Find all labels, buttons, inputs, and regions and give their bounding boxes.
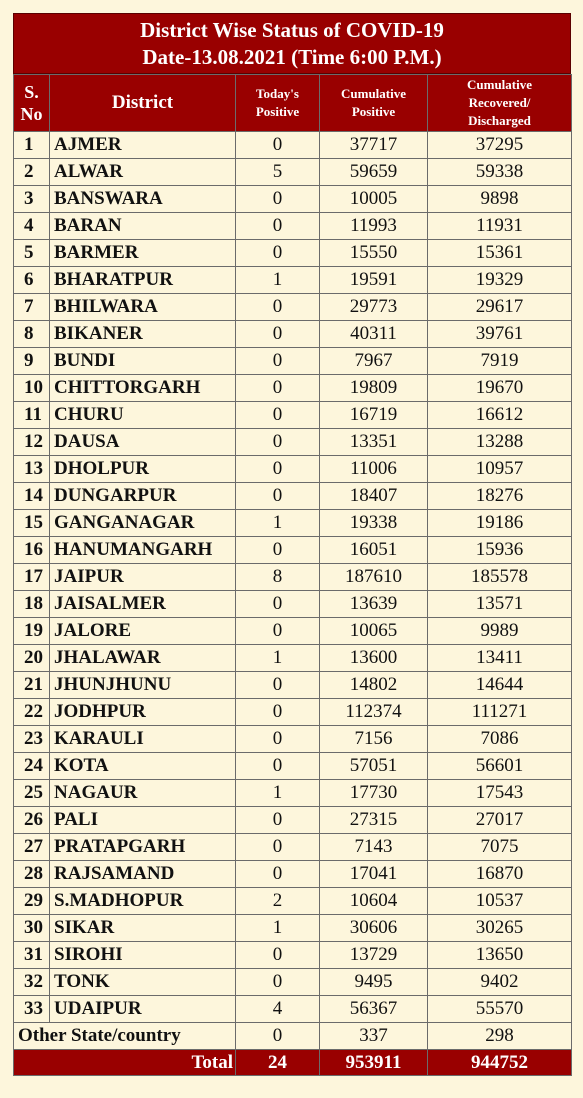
cumulative-recovered: 9402	[428, 969, 572, 996]
cumulative-positive: 11993	[320, 213, 428, 240]
table-row	[14, 483, 572, 510]
table-row	[14, 537, 572, 564]
serial-number: 27	[14, 834, 50, 861]
table-row	[14, 456, 572, 483]
table-row	[14, 753, 572, 780]
table-row	[14, 915, 572, 942]
district-name: KARAULI	[50, 726, 236, 753]
cumulative-recovered: 9989	[428, 618, 572, 645]
other-state-label: Other State/country	[14, 1023, 236, 1050]
district-name: JODHPUR	[50, 699, 236, 726]
district-name: SIROHI	[50, 942, 236, 969]
district-name: BARMER	[50, 240, 236, 267]
district-name: BHILWARA	[50, 294, 236, 321]
todays-positive: 0	[236, 942, 320, 969]
district-name: JHUNJHUNU	[50, 672, 236, 699]
district-name: S.MADHOPUR	[50, 888, 236, 915]
cumulative-recovered: 10957	[428, 456, 572, 483]
district-name: JAISALMER	[50, 591, 236, 618]
table-row	[14, 321, 572, 348]
cumulative-positive: 59659	[320, 159, 428, 186]
cumulative-positive: 56367	[320, 996, 428, 1023]
table-row	[14, 645, 572, 672]
table-row	[14, 969, 572, 996]
table-row	[14, 888, 572, 915]
header-district: District	[50, 75, 236, 132]
district-name: SIKAR	[50, 915, 236, 942]
todays-positive: 0	[236, 726, 320, 753]
serial-number: 7	[14, 294, 50, 321]
todays-positive: 0	[236, 861, 320, 888]
table-row	[14, 510, 572, 537]
district-name: BIKANER	[50, 321, 236, 348]
district-status-table	[13, 74, 572, 1076]
serial-number: 6	[14, 267, 50, 294]
cumulative-positive: 11006	[320, 456, 428, 483]
cumulative-positive: 7156	[320, 726, 428, 753]
district-rows	[14, 132, 572, 1023]
total-cumulative-positive: 953911	[320, 1050, 428, 1076]
district-name: CHURU	[50, 402, 236, 429]
cumulative-recovered: 39761	[428, 321, 572, 348]
serial-number: 21	[14, 672, 50, 699]
cumulative-recovered: 19670	[428, 375, 572, 402]
serial-number: 13	[14, 456, 50, 483]
table-row	[14, 186, 572, 213]
serial-number: 14	[14, 483, 50, 510]
district-name: JALORE	[50, 618, 236, 645]
cumulative-positive: 30606	[320, 915, 428, 942]
cumulative-recovered: 11931	[428, 213, 572, 240]
todays-positive: 0	[236, 753, 320, 780]
district-name: JHALAWAR	[50, 645, 236, 672]
cumulative-recovered: 29617	[428, 294, 572, 321]
report-date-line: Date-13.08.2021 (Time 6:00 P.M.)	[142, 45, 442, 69]
total-cumulative-recovered: 944752	[428, 1050, 572, 1076]
cumulative-positive: 17041	[320, 861, 428, 888]
table-row	[14, 375, 572, 402]
header-cumulative-recovered: Cumulative Recovered/ Discharged	[428, 75, 572, 132]
header-todays-positive: Today's Positive	[236, 75, 320, 132]
serial-number: 9	[14, 348, 50, 375]
district-name: DAUSA	[50, 429, 236, 456]
serial-number: 28	[14, 861, 50, 888]
cumulative-recovered: 9898	[428, 186, 572, 213]
district-name: RAJSAMAND	[50, 861, 236, 888]
serial-number: 25	[14, 780, 50, 807]
todays-positive: 1	[236, 915, 320, 942]
table-row	[14, 807, 572, 834]
todays-positive: 0	[236, 132, 320, 159]
cumulative-positive: 19591	[320, 267, 428, 294]
header-cumulative-positive: Cumulative Positive	[320, 75, 428, 132]
table-row	[14, 213, 572, 240]
serial-number: 11	[14, 402, 50, 429]
cumulative-recovered: 14644	[428, 672, 572, 699]
todays-positive: 0	[236, 402, 320, 429]
todays-positive: 0	[236, 672, 320, 699]
serial-number: 12	[14, 429, 50, 456]
covid-status-sheet	[13, 13, 571, 1076]
report-title	[13, 13, 571, 74]
serial-number: 20	[14, 645, 50, 672]
total-row	[14, 1050, 572, 1076]
cumulative-recovered: 111271	[428, 699, 572, 726]
todays-positive: 0	[236, 969, 320, 996]
todays-positive: 1	[236, 645, 320, 672]
todays-positive: 0	[236, 240, 320, 267]
serial-number: 8	[14, 321, 50, 348]
cumulative-recovered: 13411	[428, 645, 572, 672]
serial-number: 19	[14, 618, 50, 645]
todays-positive: 0	[236, 294, 320, 321]
cumulative-recovered: 15936	[428, 537, 572, 564]
cumulative-positive: 14802	[320, 672, 428, 699]
todays-positive: 0	[236, 483, 320, 510]
district-name: BHARATPUR	[50, 267, 236, 294]
district-name: CHITTORGARH	[50, 375, 236, 402]
cumulative-recovered: 7086	[428, 726, 572, 753]
cumulative-recovered: 19329	[428, 267, 572, 294]
table-row	[14, 699, 572, 726]
table-row	[14, 348, 572, 375]
cumulative-positive: 9495	[320, 969, 428, 996]
table-row	[14, 996, 572, 1023]
district-name: NAGAUR	[50, 780, 236, 807]
cumulative-positive: 40311	[320, 321, 428, 348]
cumulative-positive: 57051	[320, 753, 428, 780]
cumulative-positive: 29773	[320, 294, 428, 321]
district-name: BUNDI	[50, 348, 236, 375]
table-row	[14, 240, 572, 267]
todays-positive: 0	[236, 834, 320, 861]
serial-number: 30	[14, 915, 50, 942]
cumulative-recovered: 13288	[428, 429, 572, 456]
cumulative-recovered: 7075	[428, 834, 572, 861]
cumulative-recovered: 27017	[428, 807, 572, 834]
cumulative-positive: 17730	[320, 780, 428, 807]
cumulative-positive: 10005	[320, 186, 428, 213]
table-row	[14, 672, 572, 699]
cumulative-recovered: 13571	[428, 591, 572, 618]
serial-number: 1	[14, 132, 50, 159]
todays-positive: 0	[236, 213, 320, 240]
table-row	[14, 780, 572, 807]
todays-positive: 0	[236, 591, 320, 618]
serial-number: 16	[14, 537, 50, 564]
other-cumulative-positive: 337	[320, 1023, 428, 1050]
district-name: AJMER	[50, 132, 236, 159]
todays-positive: 1	[236, 267, 320, 294]
serial-number: 24	[14, 753, 50, 780]
cumulative-positive: 19809	[320, 375, 428, 402]
todays-positive: 1	[236, 780, 320, 807]
table-row	[14, 132, 572, 159]
serial-number: 18	[14, 591, 50, 618]
cumulative-recovered: 17543	[428, 780, 572, 807]
todays-positive: 4	[236, 996, 320, 1023]
district-name: PRATAPGARH	[50, 834, 236, 861]
cumulative-positive: 13600	[320, 645, 428, 672]
district-name: PALI	[50, 807, 236, 834]
cumulative-recovered: 19186	[428, 510, 572, 537]
district-name: GANGANAGAR	[50, 510, 236, 537]
cumulative-recovered: 37295	[428, 132, 572, 159]
todays-positive: 0	[236, 186, 320, 213]
cumulative-recovered: 185578	[428, 564, 572, 591]
todays-positive: 0	[236, 618, 320, 645]
cumulative-recovered: 16870	[428, 861, 572, 888]
cumulative-recovered: 16612	[428, 402, 572, 429]
district-name: BARAN	[50, 213, 236, 240]
todays-positive: 0	[236, 429, 320, 456]
table-header-row	[14, 75, 572, 132]
district-name: BANSWARA	[50, 186, 236, 213]
serial-number: 31	[14, 942, 50, 969]
todays-positive: 0	[236, 699, 320, 726]
serial-number: 17	[14, 564, 50, 591]
total-today-positive: 24	[236, 1050, 320, 1076]
cumulative-positive: 16051	[320, 537, 428, 564]
serial-number: 22	[14, 699, 50, 726]
todays-positive: 8	[236, 564, 320, 591]
cumulative-positive: 37717	[320, 132, 428, 159]
serial-number: 33	[14, 996, 50, 1023]
todays-positive: 0	[236, 807, 320, 834]
todays-positive: 1	[236, 510, 320, 537]
table-row	[14, 834, 572, 861]
cumulative-positive: 7143	[320, 834, 428, 861]
district-name: UDAIPUR	[50, 996, 236, 1023]
district-name: JAIPUR	[50, 564, 236, 591]
table-row	[14, 429, 572, 456]
todays-positive: 5	[236, 159, 320, 186]
table-row	[14, 159, 572, 186]
district-name: TONK	[50, 969, 236, 996]
todays-positive: 2	[236, 888, 320, 915]
todays-positive: 0	[236, 456, 320, 483]
table-row	[14, 402, 572, 429]
table-row	[14, 726, 572, 753]
other-today-positive: 0	[236, 1023, 320, 1050]
total-label: Total	[14, 1050, 236, 1076]
table-row	[14, 564, 572, 591]
table-row	[14, 942, 572, 969]
cumulative-recovered: 59338	[428, 159, 572, 186]
cumulative-positive: 19338	[320, 510, 428, 537]
cumulative-recovered: 7919	[428, 348, 572, 375]
cumulative-positive: 10065	[320, 618, 428, 645]
todays-positive: 0	[236, 348, 320, 375]
serial-number: 32	[14, 969, 50, 996]
district-name: HANUMANGARH	[50, 537, 236, 564]
report-title-line1: District Wise Status of COVID-19	[140, 18, 444, 42]
cumulative-positive: 15550	[320, 240, 428, 267]
serial-number: 2	[14, 159, 50, 186]
cumulative-positive: 10604	[320, 888, 428, 915]
serial-number: 29	[14, 888, 50, 915]
cumulative-positive: 13729	[320, 942, 428, 969]
cumulative-positive: 18407	[320, 483, 428, 510]
cumulative-recovered: 13650	[428, 942, 572, 969]
serial-number: 5	[14, 240, 50, 267]
table-row	[14, 618, 572, 645]
table-row	[14, 591, 572, 618]
cumulative-positive: 27315	[320, 807, 428, 834]
other-state-row	[14, 1023, 572, 1050]
table-row	[14, 267, 572, 294]
cumulative-recovered: 10537	[428, 888, 572, 915]
cumulative-positive: 13639	[320, 591, 428, 618]
district-name: KOTA	[50, 753, 236, 780]
cumulative-recovered: 15361	[428, 240, 572, 267]
header-sno: S. No	[14, 75, 50, 132]
serial-number: 3	[14, 186, 50, 213]
table-row	[14, 294, 572, 321]
todays-positive: 0	[236, 375, 320, 402]
serial-number: 10	[14, 375, 50, 402]
cumulative-positive: 16719	[320, 402, 428, 429]
serial-number: 26	[14, 807, 50, 834]
cumulative-recovered: 56601	[428, 753, 572, 780]
cumulative-recovered: 55570	[428, 996, 572, 1023]
todays-positive: 0	[236, 537, 320, 564]
table-row	[14, 861, 572, 888]
todays-positive: 0	[236, 321, 320, 348]
cumulative-positive: 7967	[320, 348, 428, 375]
cumulative-recovered: 18276	[428, 483, 572, 510]
cumulative-positive: 187610	[320, 564, 428, 591]
serial-number: 4	[14, 213, 50, 240]
serial-number: 15	[14, 510, 50, 537]
serial-number: 23	[14, 726, 50, 753]
cumulative-recovered: 30265	[428, 915, 572, 942]
cumulative-positive: 13351	[320, 429, 428, 456]
district-name: DHOLPUR	[50, 456, 236, 483]
cumulative-positive: 112374	[320, 699, 428, 726]
district-name: ALWAR	[50, 159, 236, 186]
other-cumulative-recovered: 298	[428, 1023, 572, 1050]
district-name: DUNGARPUR	[50, 483, 236, 510]
